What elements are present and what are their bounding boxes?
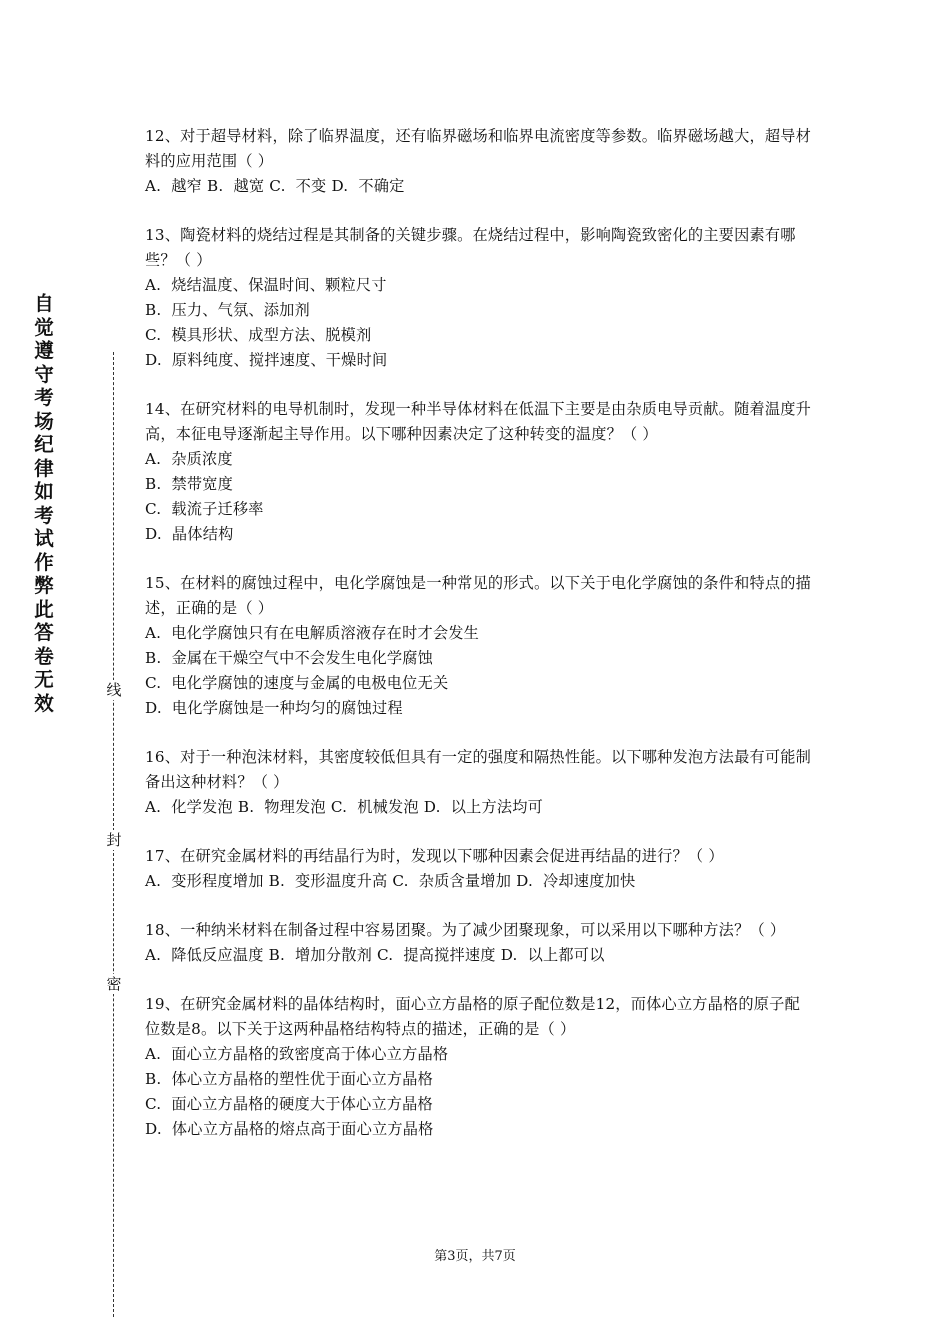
- question-stem: 16、对于一种泡沫材料，其密度较低但具有一定的强度和隔热性能。以下哪种发泡方法最有可能制备出这种材料？（ ）: [145, 748, 812, 791]
- answer-option: C. 电化学腐蚀的速度与金属的电极电位无关: [145, 674, 449, 692]
- question-block: [145, 571, 813, 721]
- answer-option: A. 越窄 B. 越宽 C. 不变 D. 不确定: [145, 177, 405, 195]
- answer-option: A. 电化学腐蚀只有在电解质溶液存在时才会发生: [145, 624, 480, 642]
- question-stem: 12、对于超导材料，除了临界温度，还有临界磁场和临界电流密度等参数。临界磁场越大，超导材料的应用范围（ ）: [145, 127, 812, 170]
- answer-option: D. 体心立方晶格的熔点高于面心立方晶格: [145, 1120, 434, 1138]
- answer-option: A. 杂质浓度: [145, 450, 233, 468]
- question-stem: 17、在研究金属材料的再结晶行为时，发现以下哪种因素会促进再结晶的进行？（ ）: [145, 847, 724, 865]
- answer-option: C. 模具形状、成型方法、脱模剂: [145, 326, 372, 344]
- question-block: [145, 918, 813, 968]
- question-block: [145, 844, 813, 894]
- question-block: [145, 745, 813, 820]
- question-block: [145, 124, 813, 199]
- exam-discipline-notice: 自觉遵守考场纪律如考试作弊此答卷无效: [34, 292, 54, 715]
- answer-option: D. 晶体结构: [145, 525, 234, 543]
- question-stem: 15、在材料的腐蚀过程中，电化学腐蚀是一种常见的形式。以下关于电化学腐蚀的条件和特点的描述，正确的是（ ）: [145, 574, 812, 617]
- answer-option: A. 烧结温度、保温时间、颗粒尺寸: [145, 276, 387, 294]
- question-block: [145, 397, 813, 547]
- answer-option: B. 金属在干燥空气中不会发生电化学腐蚀: [145, 649, 434, 667]
- answer-option: B. 禁带宽度: [145, 475, 233, 493]
- question-stem: 13、陶瓷材料的烧结过程是其制备的关键步骤。在烧结过程中，影响陶瓷致密化的主要因素有哪些？（ ）: [145, 226, 796, 269]
- answer-option: A. 面心立方晶格的致密度高于体心立方晶格: [145, 1045, 449, 1063]
- answer-option: A. 降低反应温度 B. 增加分散剂 C. 提高搅拌速度 D. 以上都可以: [145, 946, 605, 964]
- question-block: [145, 992, 813, 1142]
- answer-option: D. 电化学腐蚀是一种均匀的腐蚀过程: [145, 699, 403, 717]
- answer-option: C. 载流子迁移率: [145, 500, 264, 518]
- answer-option: C. 面心立方晶格的硬度大于体心立方晶格: [145, 1095, 433, 1113]
- binding-label-seal: 封: [104, 830, 124, 850]
- binding-label-secret: 密: [104, 974, 124, 994]
- answer-option: A. 变形程度增加 B. 变形温度升高 C. 杂质含量增加 D. 冷却速度加快: [145, 872, 636, 890]
- question-stem: 19、在研究金属材料的晶体结构时，面心立方晶格的原子配位数是12，而体心立方晶格的原子配位数是8。以下关于这两种晶格结构特点的描述，正确的是（ ）: [145, 995, 800, 1038]
- question-stem: 18、一种纳米材料在制备过程中容易团聚。为了减少团聚现象，可以采用以下哪种方法？（ ）: [145, 921, 786, 939]
- question-list: [145, 124, 813, 1166]
- answer-option: B. 体心立方晶格的塑性优于面心立方晶格: [145, 1070, 434, 1088]
- question-block: [145, 223, 813, 373]
- page-footer: 第3页，共7页: [434, 1249, 516, 1264]
- binding-label-line: 线: [104, 680, 124, 700]
- question-stem: 14、在研究材料的电导机制时，发现一种半导体材料在低温下主要是由杂质电导贡献。随着温度升高，本征电导逐渐起主导作用。以下哪种因素决定了这种转变的温度？（ ）: [145, 400, 812, 443]
- answer-option: D. 原料纯度、搅拌速度、干燥时间: [145, 351, 388, 369]
- answer-option: B. 压力、气氛、添加剂: [145, 301, 310, 319]
- answer-option: A. 化学发泡 B. 物理发泡 C. 机械发泡 D. 以上方法均可: [145, 798, 544, 816]
